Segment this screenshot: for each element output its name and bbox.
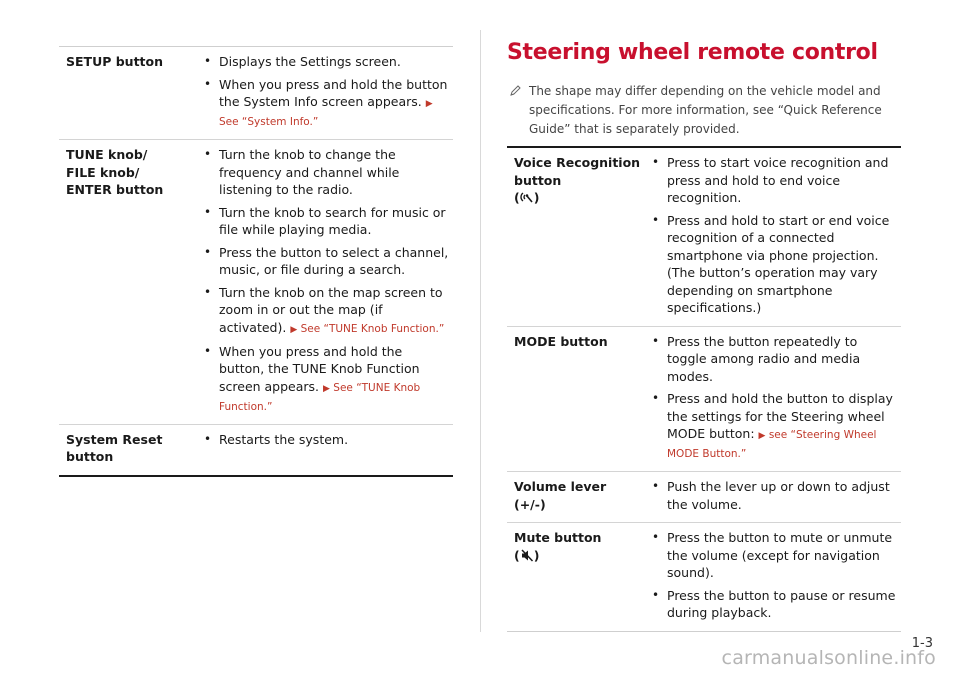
triangle-icon: ▶ [323,383,330,394]
cross-reference[interactable]: ▶ See “TUNE Knob Function.” [290,322,445,335]
list-item: • When you press and hold the button, the TUNE Knob Function screen appears. ▶ See “TUNE Knob Function.” [199,343,449,415]
description-list [199,53,453,130]
voice-recognition-icon [520,191,534,204]
note: The shape may differ depending on the vehicle model and specifications. For more information, see “Quick Reference Guide” that is separately provided. [507,82,901,139]
description-list [647,333,901,463]
page-number: 1-3 [911,636,933,651]
controls-table-left [59,46,453,477]
note-pencil-icon [509,84,522,97]
control-label: Mute button ( ) [514,530,602,563]
table-row [507,523,901,631]
cross-reference[interactable]: ▶ See “System Info.” [219,99,433,128]
mute-icon [520,549,534,562]
list-item: • Press and hold the button to display the settings for the Steering wheel MODE button: ▶ see “Steering Wheel MODE Button.” [647,390,897,462]
list-item: • Press the button to select a channel, music, or file during a search. [199,244,449,279]
list-item: • Displays the Settings screen. [199,53,449,71]
watermark: carmanualsonline.info [721,647,936,669]
list-item: • Push the lever up or down to adjust the volume. [647,478,897,513]
table-row [59,47,453,140]
section-title: Steering wheel remote control [507,40,878,65]
table-row [507,472,901,523]
table-row [59,425,453,475]
control-label: Volume lever (+/-) [514,479,607,512]
description-list [199,146,453,415]
list-item: • Restarts the system. [199,431,449,449]
description-list [647,478,901,513]
cross-reference[interactable]: ▶ see “Steering Wheel MODE Button.” [667,429,877,460]
list-item: • Press the button repeatedly to toggle among radio and media modes. [647,333,897,386]
description-list [647,154,901,317]
list-item: • Press to start voice recognition and press and hold to end voice recognition. [647,154,897,207]
triangle-icon: ▶ [758,431,766,441]
table-row [59,140,453,425]
control-label: TUNE knob/ FILE knob/ ENTER button [66,147,164,197]
control-label: System Reset button [66,431,163,464]
description-list [199,431,453,466]
list-item: • Press the button to mute or unmute the volume (except for navigation sound). [647,529,897,582]
triangle-icon: ▶ [425,99,433,109]
list-item: • Turn the knob on the map screen to zoom in or out the map (if activated). ▶ See “TUNE Knob Function.” [199,284,449,338]
control-label: Voice Recognition button ( ) [514,155,641,205]
triangle-icon: ▶ [290,324,298,335]
cross-reference[interactable]: ▶ See “TUNE Knob Function.” [219,381,421,413]
list-item: • Press and hold to start or end voice recognition of a connected smartphone via phone projection. (The button’s operation may vary depending on smartphone specifications.) [647,212,897,317]
controls-table-right [507,146,901,632]
table-row [507,327,901,473]
list-item: • Press the button to pause or resume during playback. [647,587,897,622]
list-item: • Turn the knob to search for music or file while playing media. [199,204,449,239]
list-item: • Turn the knob to change the frequency and channel while listening to the radio. [199,146,449,199]
table-row [507,148,901,327]
description-list [647,529,901,622]
column-divider [480,30,481,632]
control-label: SETUP button [66,54,164,69]
control-label: MODE button [514,333,608,349]
list-item: • When you press and hold the button the System Info screen appears. ▶ See “System Info.” [199,76,449,131]
